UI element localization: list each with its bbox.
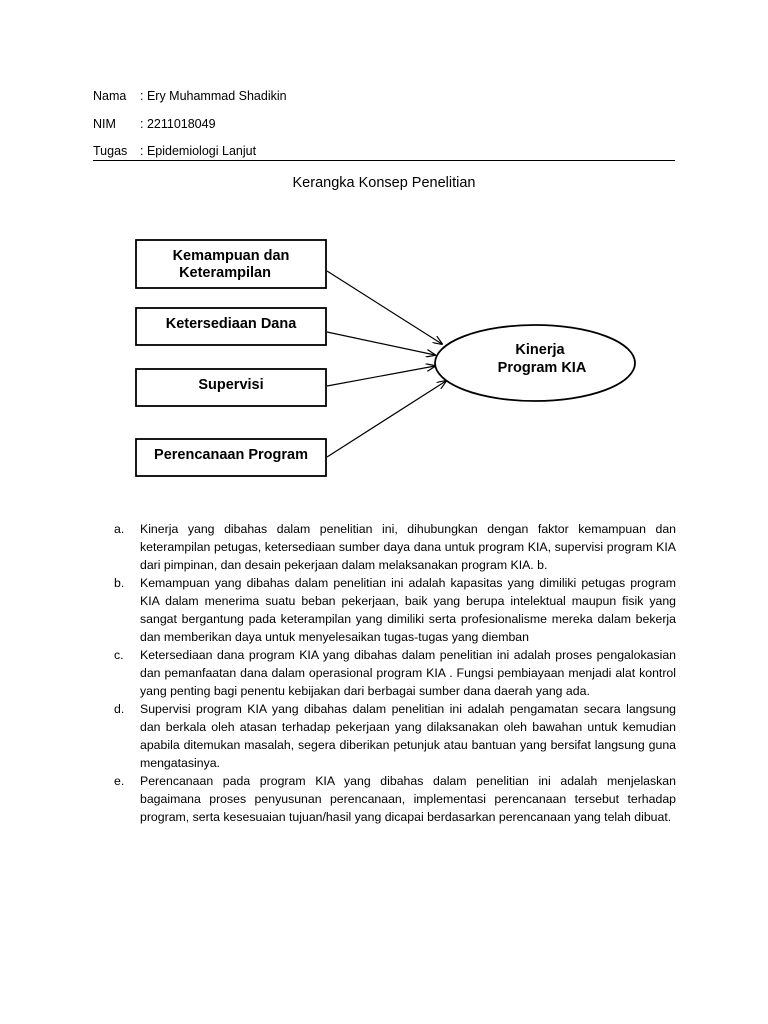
arrow-ketersediaan <box>327 332 435 355</box>
list-marker: e. <box>114 774 125 788</box>
list-item <box>114 646 676 700</box>
list-marker: a. <box>114 522 125 536</box>
name-row <box>93 88 287 104</box>
list-item <box>114 574 676 646</box>
header-divider <box>93 160 675 161</box>
list-marker: d. <box>114 702 125 716</box>
concept-diagram <box>130 235 640 480</box>
task-value: : Epidemiologi Lanjut <box>140 144 257 158</box>
box-supervisi-label: Supervisi <box>198 377 264 393</box>
list-item <box>114 772 676 826</box>
outcome-line2: Program KIA <box>497 360 587 376</box>
list-item-text: Kemampuan yang dibahas dalam penelitian ini adalah kapasitas yang dimiliki petugas program KIA dalam menerima suatu beban pekerjaan, baik yang berupa intelektual maupun fisik yang sangat bergantung pada keterampilan yang dimiliki serta profesionalisme mereka dalam bekerja dan memberikan daya untuk menyelesaikan tugas-tugas yang diemban <box>140 576 676 644</box>
outcome-line1: Kinerja <box>515 342 565 358</box>
name-label: Nama <box>93 89 127 103</box>
task-label: Tugas <box>93 144 128 158</box>
arrow-perencanaan <box>327 381 446 457</box>
description-list <box>114 520 676 826</box>
box-kemampuan-line2: Keterampilan <box>179 265 271 281</box>
list-marker: c. <box>114 648 124 662</box>
list-item-text: Ketersediaan dana program KIA yang dibahas dalam penelitian ini adalah proses pengalokasian dan pemanfaatan dana dalam operasional program KIA . Fungsi pembiayaan menjadi alat kontrol yang penting bagi penentu kebijakan dari berbagai sumber dana daerah yang ada. <box>140 648 676 698</box>
list-item-text: Supervisi program KIA yang dibahas dalam penelitian ini adalah pengamatan secara langsung dan berkala oleh atasan terhadap pekerjaan yang dilaksanakan oleh bawahan untuk kemudian apabila ditemukan masalah, segera diberikan petunjuk atau bantuan yang bersifat langsung guna mengatasinya. <box>140 702 676 770</box>
list-item <box>114 700 676 772</box>
list-marker: b. <box>114 576 125 590</box>
page-title: Kerangka Konsep Penelitian <box>292 175 476 191</box>
nim-label: NIM <box>93 117 116 131</box>
name-value: : Ery Muhammad Shadikin <box>140 89 287 103</box>
list-item-text: Kinerja yang dibahas dalam penelitian ini, dihubungkan dengan faktor kemampuan dan keterampilan petugas, ketersediaan sumber daya dana untuk program KIA, supervisi program KIA dari pimpinan, dan desain pekerjaan dalam melaksanakan program KIA. b. <box>140 522 676 572</box>
arrow-kemampuan <box>327 271 442 344</box>
nim-value: : 2211018049 <box>140 117 216 131</box>
box-ketersediaan-dana-label: Ketersediaan Dana <box>165 316 297 332</box>
list-item-text: Perencanaan pada program KIA yang dibahas dalam penelitian ini adalah menjelaskan bagaimana proses penyusunan perencanaan, implementasi perencanaan tersebut terhadap program, serta kesesuaian tujuan/hasil yang dicapai berdasarkan perencanaan yang telah dibuat. <box>140 774 676 824</box>
task-row <box>93 143 256 159</box>
box-perencanaan-label: Perencanaan Program <box>154 447 308 463</box>
nim-row <box>93 116 216 132</box>
arrow-supervisi <box>327 366 435 386</box>
box-kemampuan-line1: Kemampuan dan <box>172 248 290 264</box>
list-item <box>114 520 676 574</box>
